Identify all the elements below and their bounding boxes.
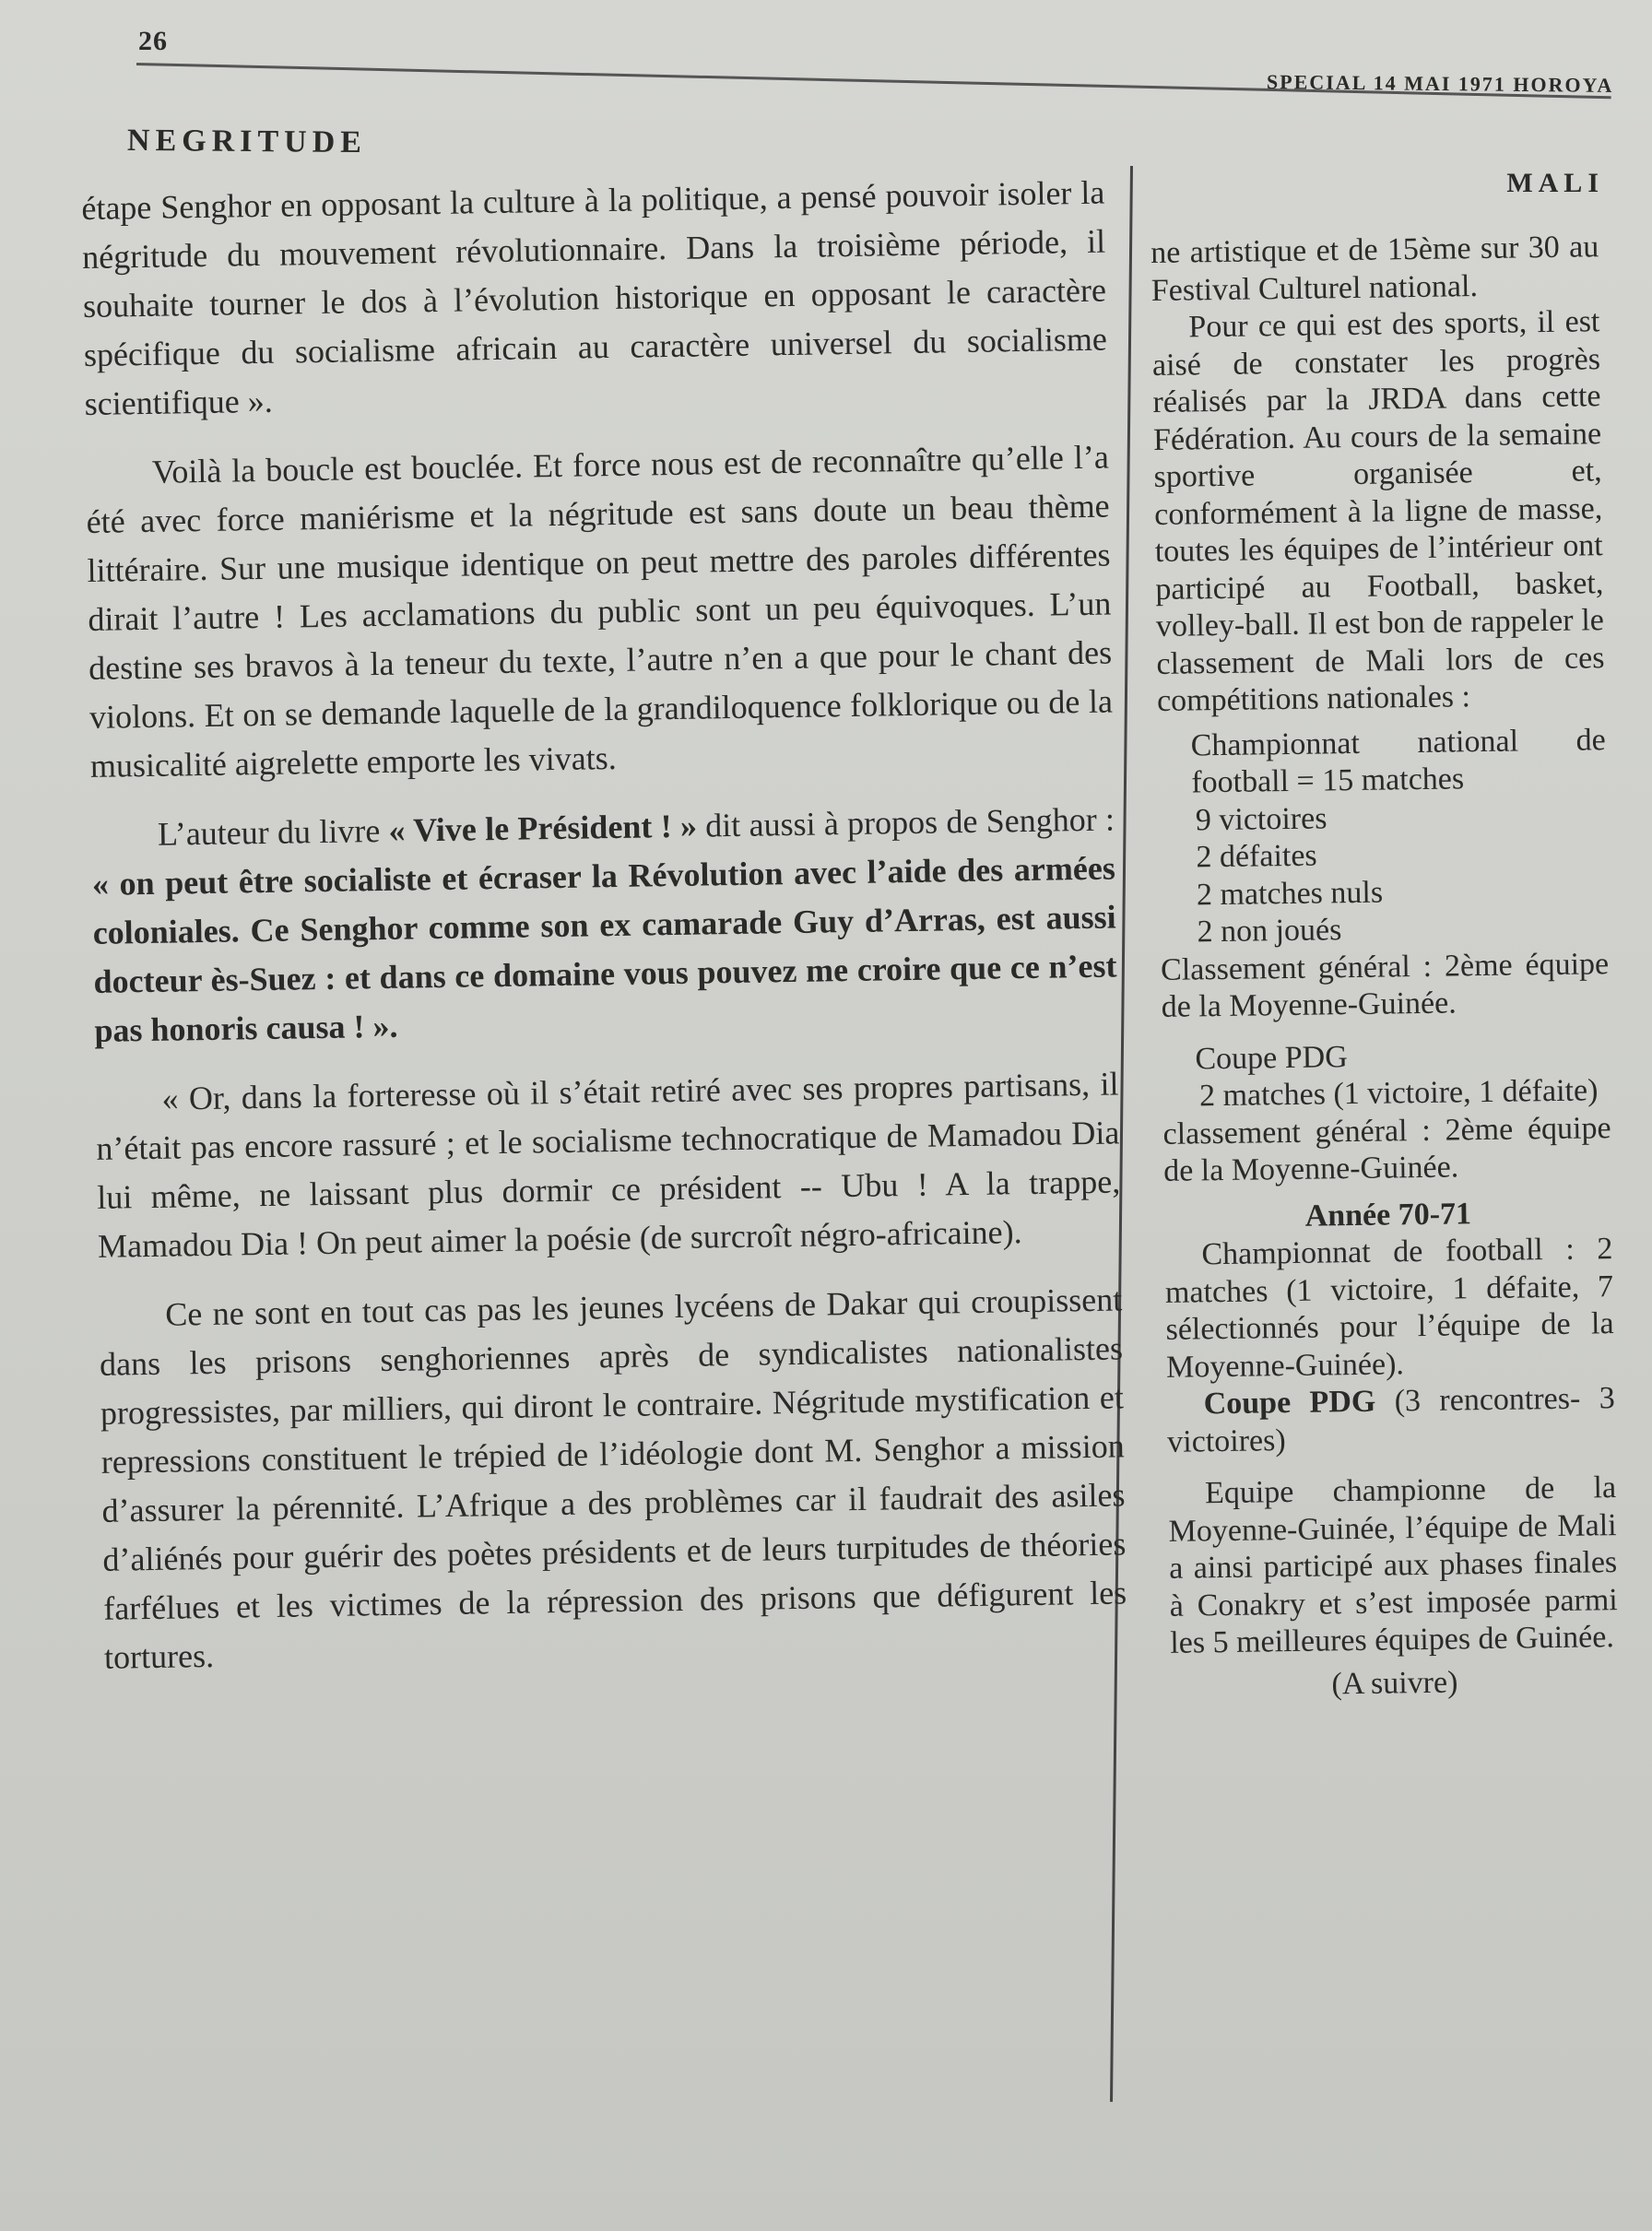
result-draws: 2 matches nuls [1196, 875, 1384, 912]
book-title: « Vive le Président ! » [388, 807, 698, 849]
paragraph-1: étape Senghor en opposant la culture à la politique, a pensé pouvoir isoler la négritude du mouvement révolutionnaire. Dans la troisième période, il souhaite tourner le dos à l’évolution historique en opposant le caractère spécifique du socialisme africain au caractère universel du socialisme scientifique ». [81, 173, 1108, 422]
right-article-column [1150, 229, 1619, 1706]
paragraph-3-mid: dit aussi à propos de Senghor : [696, 800, 1115, 844]
quoted-passage: « on peut être socialiste et écraser la Révolution avec l’aide des armées coloniales. Ce Senghor comme son ex camarade Guy d’Arras, est aussi docteur ès-Suez : et dans ce domaine vous pouvez me croire que ce n’est pas honoris causa ! ». [91, 849, 1117, 1049]
cup-matches: 2 matches (1 victoire, 1 défaite) [1198, 1073, 1599, 1114]
championship-title: Championnat national de football = 15 matches [1190, 722, 1606, 800]
to-be-continued: (A suivre) [1331, 1664, 1458, 1701]
cup-title: Coupe PDG [1195, 1039, 1349, 1076]
result-wins: 9 victoires [1195, 800, 1328, 837]
left-article-column [81, 169, 1128, 1703]
season-cup-result: (3 rencontres- 3 victoires) [1167, 1381, 1615, 1459]
season-cup-title: Coupe PDG [1203, 1384, 1376, 1422]
edition-header: SPECIAL 14 MAI 1971 HOROYA [1266, 70, 1614, 97]
sports-paragraph: Pour ce qui est des sports, il est aisé de constater les progrès réalisés par la JRDA dans cette Fédération. Au cours de la semaine sportive organisée et, conformément à la ligne de masse, toutes les équipes de l’intérieur ont participé au Football, basket, volley-ball. Il est bon de rappeler le classement de Mali lors de ces compétitions nationales : [1151, 304, 1605, 718]
closing-paragraph: Equipe championne de la Moyenne-Guinée, l’équipe de Mali a ainsi participé aux phases finales à Conakry et s’est imposée parmi les 5 meilleures équipes de Guinée. [1168, 1470, 1618, 1660]
championship-ranking: Classement général : 2ème équipe de la Moyenne-Guinée. [1160, 946, 1610, 1024]
paragraph-3 [91, 795, 1118, 1055]
cup-ranking: classement général : 2ème équipe de la Moyenne-Guinée. [1162, 1110, 1611, 1188]
result-losses: 2 défaites [1196, 838, 1317, 875]
paragraph-4: « Or, dans la forteresse où il s’était retiré avec ses propres partisans, il n’était pas encore rassuré ; et le socialisme technocratique de Mamadou Dia lui même, ne laissant plus dormir ce président -- Ubu ! A la trappe, Mamadou Dia ! On peut aimer la poésie (de surcroît négro-africaine). [96, 1065, 1121, 1265]
paragraph-2: Voilà la boucle est bouclée. Et force nous est de reconnaître qu’elle l’a été avec force maniérisme et la négritude est sans doute un beau thème littéraire. Sur une musique identique on peut mettre des paroles différentes dirait l’autre ! Les acclamations du public sont un peu équivoques. L’un destine ses bravos à la teneur du texte, l’autre n’en a que pour le chant des violons. Et on se demande laquelle de la grandiloquence folklorique ou de la musicalité aigrelette emporte les vivats. [86, 438, 1114, 785]
paragraph-5: Ce ne sont en tout cas pas les jeunes lycéens de Dakar qui croupissent dans les prisons senghoriennes après de syndicalistes nationalistes progressistes, par milliers, qui diront le contraire. Négritude mystification et repressions constituent le trépied de l’idéologie dont M. Senghor a mission d’assurer la pérennité. L’Afrique a des problèmes car il faudrait des asiles d’aliénés pour guérir des poètes présidents et de leurs turpitudes de théories farfélues et les victimes de la répression des prisons que défigurent les tortures. [99, 1281, 1127, 1676]
page-number: 26 [138, 26, 168, 56]
season-heading: Année 70-71 [1304, 1196, 1472, 1234]
result-unplayed: 2 non joués [1197, 913, 1342, 950]
paragraph-3-start: L’auteur du livre [157, 811, 389, 853]
intro-text: ne artistique et de 15ème sur 30 au Festival Culturel national. [1150, 230, 1599, 308]
section-title-negritude: NEGRITUDE [126, 123, 368, 160]
section-title-mali: MALI [1506, 168, 1604, 198]
season-cup [1166, 1380, 1615, 1461]
season-championship: Championnat de football : 2 matches (1 victoire, 1 défaite, 7 sélectionnés pour l’équipe de la Moyenne-Guinée). [1164, 1232, 1614, 1385]
